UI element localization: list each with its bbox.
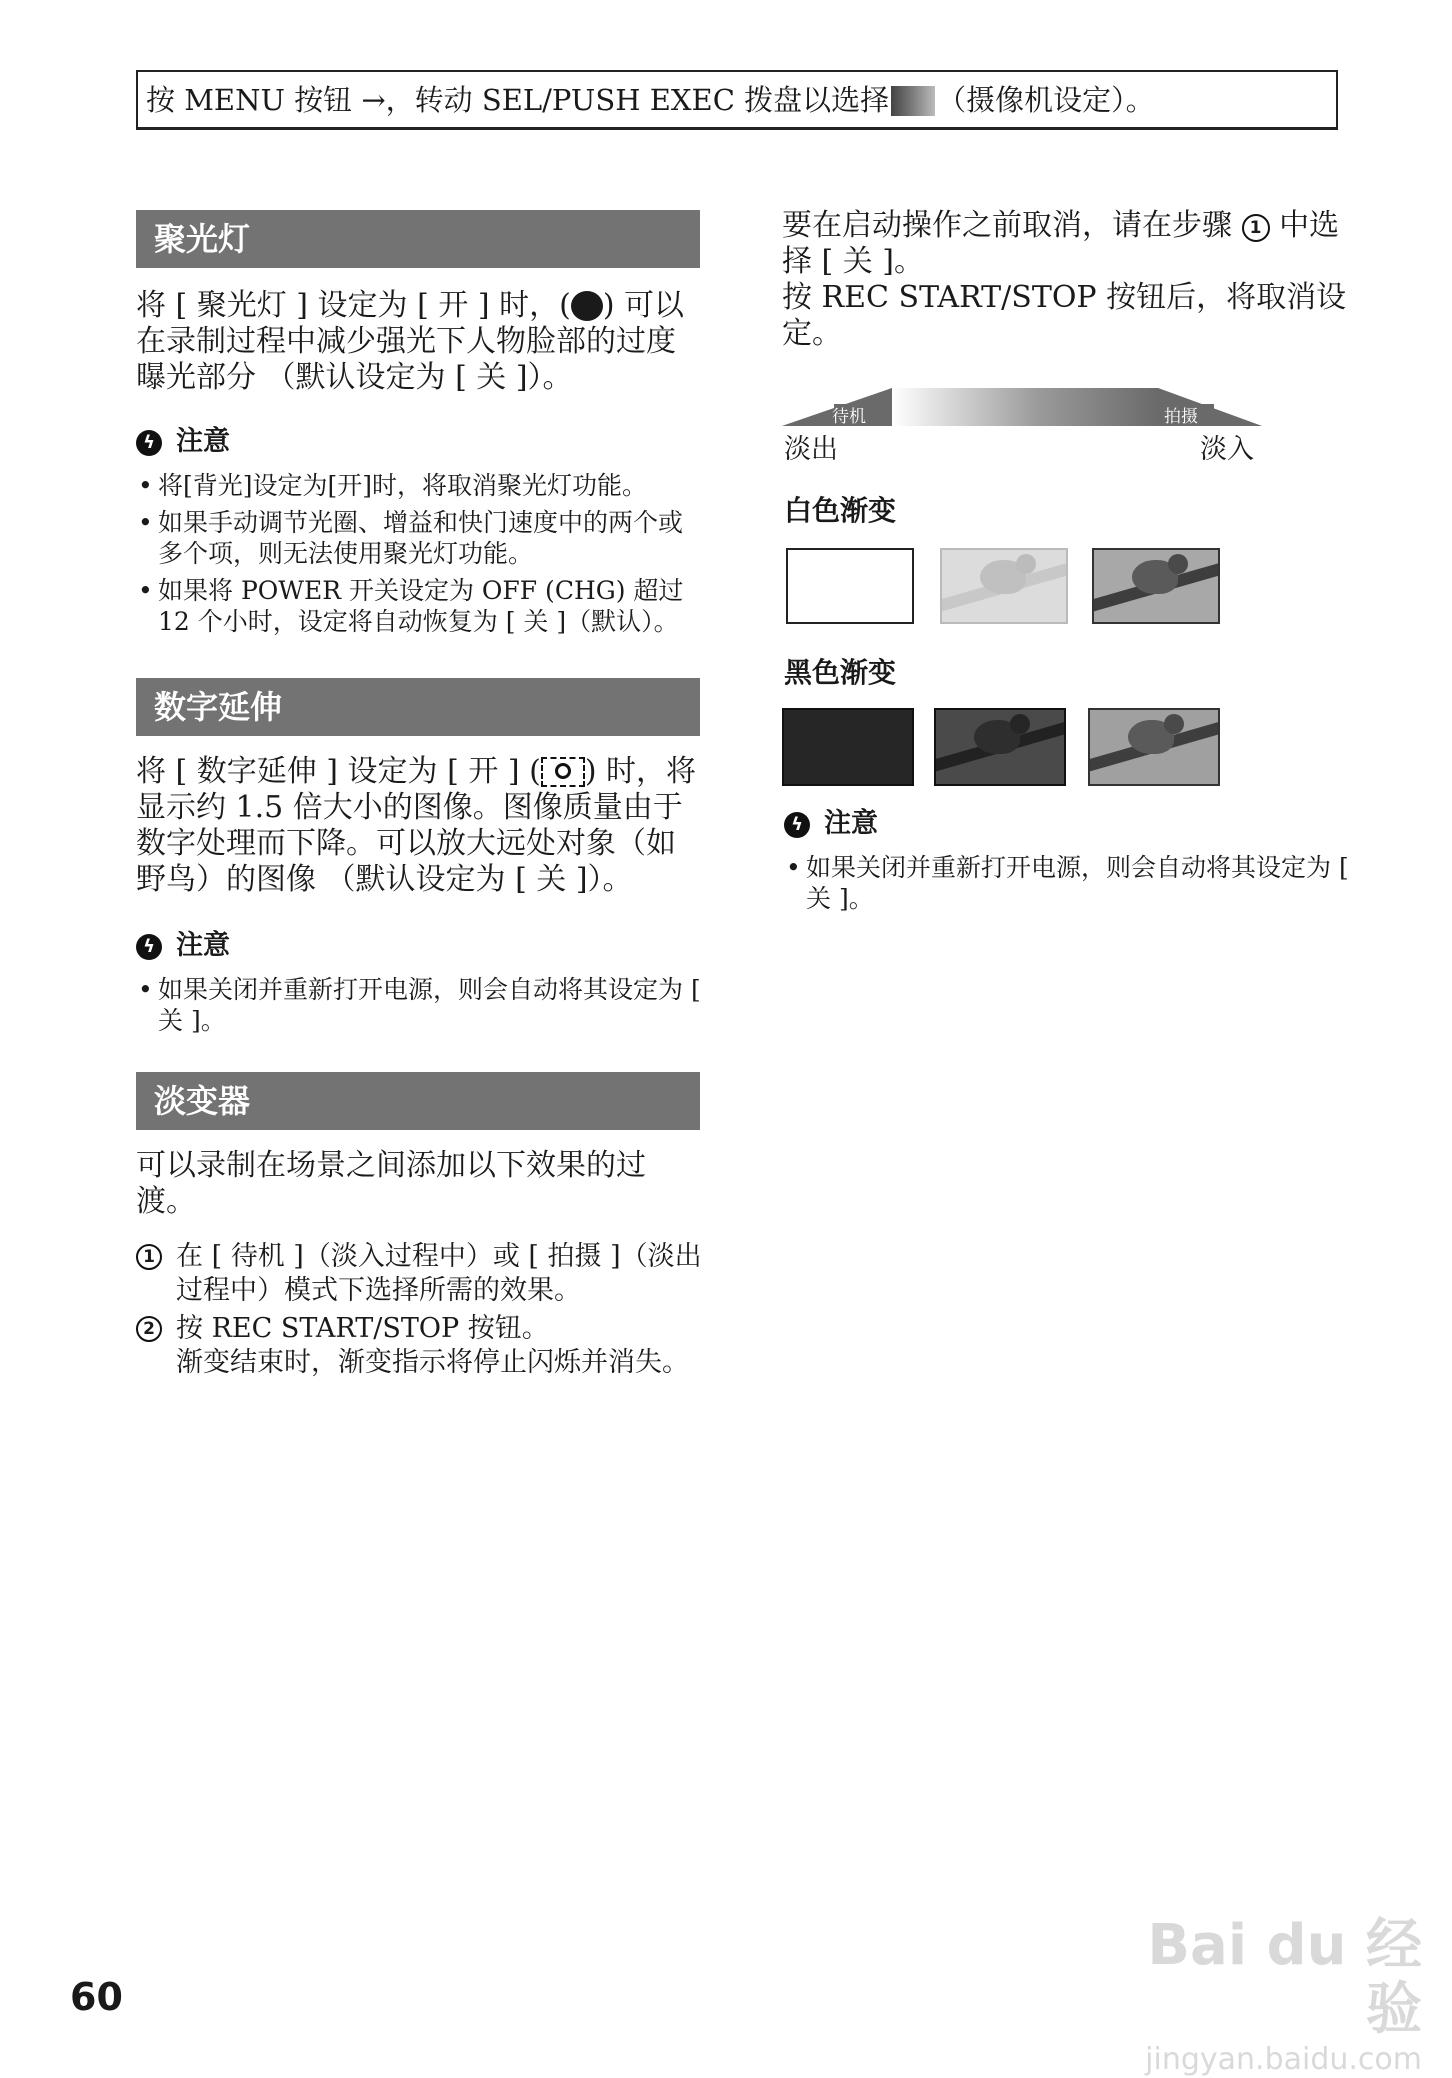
fader-intro: 可以录制在场景之间添加以下效果的过渡。 <box>136 1148 646 1219</box>
note-item: • 将[背光]设定为[开]时，将取消聚光灯功能。 <box>136 470 706 501</box>
digital-extender-description <box>136 754 704 898</box>
digital-ext-text-post: ) 时，将显示约 1.5 倍大小的图像。图像质量由于数字处理而下降。可以放大远处对象（如野鸟）的图像 （默认设定为 [ 关 ]）。 <box>136 754 697 897</box>
menu-instruction-pre: 按 MENU 按钮 →，转动 SEL/PUSH EXEC 拨盘以选择 <box>146 83 890 117</box>
note-label: 注意 <box>176 426 230 457</box>
step-ref-number: 1 <box>1242 214 1270 242</box>
step-item <box>136 1240 706 1308</box>
step-number: 2 <box>136 1316 162 1342</box>
fader-cancel-text <box>782 208 1348 352</box>
fader-note-heading <box>784 808 878 840</box>
black-fade-thumb-3 <box>1088 708 1220 786</box>
menu-instruction-post: （摄像机设定）。 <box>937 83 1155 117</box>
spotlight-description <box>136 288 704 396</box>
fader-notes <box>784 852 1354 920</box>
caution-icon: ϟ <box>136 934 162 960</box>
diagram-label-standby: 待机 <box>832 407 866 427</box>
diagram-label-record: 拍摄 <box>1164 407 1198 427</box>
step-text: 在 [ 待机 ]（淡入过程中）或 [ 拍摄 ]（淡出过程中）模式下选择所需的效果。 <box>176 1241 702 1306</box>
note-item: • 如果手动调节光圈、增益和快门速度中的两个或多个项，则无法使用聚光灯功能。 <box>136 507 706 569</box>
note-label: 注意 <box>824 808 878 839</box>
section-heading-spotlight: 聚光灯 <box>136 210 700 268</box>
page-number: 60 <box>70 1975 123 2019</box>
spotlight-text-pre: 将 [ 聚光灯 ] 设定为 [ 开 ] 时，( <box>136 288 571 323</box>
note-item: • 如果关闭并重新打开电源，则会自动将其设定为 [ 关 ]。 <box>784 852 1354 914</box>
digital-ext-text-pre: 将 [ 数字延伸 ] 设定为 [ 开 ] ( <box>136 754 541 789</box>
spotlight-note-heading <box>136 426 230 458</box>
baidu-watermark <box>1102 1913 1422 2077</box>
diagram-label-fade-out: 淡出 <box>784 434 838 465</box>
white-fade-thumb-2 <box>940 548 1068 624</box>
cancel-text-post: 中选择 [ 关 ]。 <box>782 208 1340 279</box>
black-fade-thumb-1 <box>782 708 914 786</box>
white-fade-thumb-1 <box>786 548 914 624</box>
digital-ext-notes <box>136 974 706 1042</box>
white-fader-heading: 白色渐变 <box>784 494 897 527</box>
section-heading-fader: 淡变器 <box>136 1072 700 1130</box>
cancel-text-line2: 按 REC START/STOP 按钮后，将取消设定。 <box>782 280 1347 351</box>
menu-instruction-box <box>136 70 1338 130</box>
note-item: • 如果将 POWER 开关设定为 OFF (CHG) 超过 12 个小时，设定将自动恢复为 [ 关 ]（默认）。 <box>136 575 706 637</box>
white-fade-thumb-3 <box>1092 548 1220 624</box>
step-subtext: 渐变结束时，渐变指示将停止闪烁并消失。 <box>176 1347 689 1378</box>
black-fader-heading: 黑色渐变 <box>784 656 897 689</box>
cancel-text-pre: 要在启动操作之前取消，请在步骤 <box>782 208 1232 243</box>
watermark-brand: Bai du 经验 <box>1147 1913 1422 2042</box>
caution-icon: ϟ <box>784 812 810 838</box>
caution-icon: ϟ <box>136 430 162 456</box>
black-fade-thumb-2 <box>934 708 1066 786</box>
fader-steps <box>136 1240 706 1384</box>
step-text: 按 REC START/STOP 按钮。 <box>176 1313 549 1344</box>
fade-gradient-bar <box>892 388 1158 426</box>
spotlight-text-post: ) 可以在录制过程中减少强光下人物脸部的过度曝光部分 （默认设定为 [ 关 ]）。 <box>136 288 685 395</box>
note-item: • 如果关闭并重新打开电源，则会自动将其设定为 [ 关 ]。 <box>136 974 706 1036</box>
note-label: 注意 <box>176 930 230 961</box>
spotlight-icon <box>571 291 603 321</box>
diagram-label-fade-in: 淡入 <box>1200 434 1254 465</box>
digital-ext-note-heading <box>136 930 230 962</box>
digital-zoom-icon <box>541 757 585 787</box>
spotlight-notes <box>136 470 706 643</box>
watermark-url: jingyan.baidu.com <box>1145 2042 1422 2077</box>
section-heading-digital-extender: 数字延伸 <box>136 678 700 736</box>
step-number: 1 <box>136 1244 162 1270</box>
camera-settings-menu-icon <box>891 86 935 116</box>
step-item <box>136 1312 706 1380</box>
